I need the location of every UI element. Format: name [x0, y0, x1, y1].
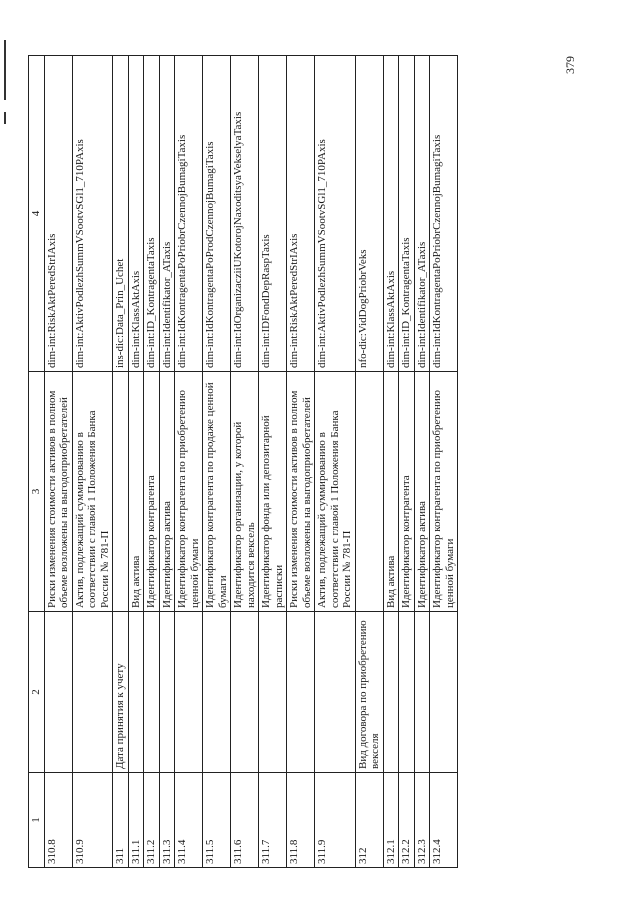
row-number-cell: 311.6 — [231, 773, 259, 868]
row-number-cell: 310.9 — [72, 773, 113, 868]
element-name-cell: Дата принятия к учету — [113, 612, 129, 773]
table-row — [144, 56, 160, 868]
code-cell: dim-int:KlassAktAxis — [383, 56, 399, 372]
description-cell: Идентификатор контрагента — [399, 372, 415, 612]
row-number-cell: 311.1 — [128, 773, 144, 868]
code-cell: dim-int:RiskAktPeredStrIAxis — [287, 56, 315, 372]
description-cell: Идентификатор актива — [414, 372, 430, 612]
description-cell: Идентификатор контрагента по продаже ценной бумаги — [203, 372, 231, 612]
description-cell: Идентификатор контрагента по приобретению ценной бумаги — [175, 372, 203, 612]
table-row — [287, 56, 315, 868]
row-number-cell: 311.7 — [259, 773, 287, 868]
table-row — [72, 56, 113, 868]
code-cell: dim-int:RiskAktPeredStrIAxis — [44, 56, 72, 372]
element-name-cell — [315, 612, 356, 773]
code-cell: dim-int:ID_KontragentaTaxis — [399, 56, 415, 372]
row-number-cell: 311 — [113, 773, 129, 868]
row-number-cell: 312.2 — [399, 773, 415, 868]
table-row — [259, 56, 287, 868]
description-cell: Риски изменения стоимости активов в полном объеме возложены на выгодоприобретателей — [44, 372, 72, 612]
table-body — [29, 56, 458, 868]
description-cell: Вид актива — [128, 372, 144, 612]
code-cell: dim-int:IdOrganizacziiUKotorojNaxoditsyaVekselyaTaxis — [231, 56, 259, 372]
table-row — [315, 56, 356, 868]
code-cell: dim-int:IDFondDepRaspTaxis — [259, 56, 287, 372]
description-cell — [355, 372, 383, 612]
row-number-cell: 310.8 — [44, 773, 72, 868]
code-cell: dim-int:IdKontragentaPoPriobrCzennojBumagiTaxis — [175, 56, 203, 372]
table-row — [159, 56, 175, 868]
table-row — [355, 56, 383, 868]
scan-mark — [4, 40, 6, 100]
element-name-cell: Вид договора по приобретению векселя — [355, 612, 383, 773]
code-cell: nfo-dic:VidDogPriobrVeks — [355, 56, 383, 372]
header-row — [29, 56, 45, 868]
element-name-cell — [259, 612, 287, 773]
table-row — [128, 56, 144, 868]
row-number-cell: 312.1 — [383, 773, 399, 868]
table-row — [383, 56, 399, 868]
table-row — [430, 56, 458, 868]
row-number-cell: 311.5 — [203, 773, 231, 868]
scan-mark — [4, 112, 6, 124]
row-number-cell: 311.3 — [159, 773, 175, 868]
table-row — [44, 56, 72, 868]
table-row — [414, 56, 430, 868]
row-number-cell: 312.3 — [414, 773, 430, 868]
description-cell — [113, 372, 129, 612]
description-cell: Вид актива — [383, 372, 399, 612]
description-cell: Риски изменения стоимости активов в полном объеме возложены на выгодоприобретателей — [287, 372, 315, 612]
header-cell-2: 2 — [29, 612, 45, 773]
description-cell: Идентификатор контрагента — [144, 372, 160, 612]
element-name-cell — [44, 612, 72, 773]
code-cell: dim-int:ID_KontragentaTaxis — [144, 56, 160, 372]
element-name-cell — [203, 612, 231, 773]
table-row — [113, 56, 129, 868]
code-cell: dim-int:AktivPodlezhSummVSootvSGl1_710PAxis — [315, 56, 356, 372]
table-row — [203, 56, 231, 868]
header-cell-3: 3 — [29, 372, 45, 612]
element-name-cell — [159, 612, 175, 773]
taxonomy-table — [28, 55, 458, 868]
row-number-cell: 311.8 — [287, 773, 315, 868]
element-name-cell — [287, 612, 315, 773]
element-name-cell — [175, 612, 203, 773]
code-cell: ins-dic:Data_Prin_Uchet — [113, 56, 129, 372]
header-cell-1: 1 — [29, 773, 45, 868]
code-cell: dim-int:IdKontragentaPoPriobrCzennojBumagiTaxis — [430, 56, 458, 372]
description-cell: Актив, подлежащий суммированию в соответствии с главой 1 Положения Банка России № 781-П — [315, 372, 356, 612]
element-name-cell — [430, 612, 458, 773]
description-cell: Идентификатор контрагента по приобретению ценной бумаги — [430, 372, 458, 612]
description-cell: Идентификатор фонда или депозитарной расписки — [259, 372, 287, 612]
row-number-cell: 311.9 — [315, 773, 356, 868]
element-name-cell — [414, 612, 430, 773]
element-name-cell — [128, 612, 144, 773]
code-cell: dim-int:KlassAktAxis — [128, 56, 144, 372]
row-number-cell: 312.4 — [430, 773, 458, 868]
element-name-cell — [144, 612, 160, 773]
row-number-cell: 312 — [355, 773, 383, 868]
row-number-cell: 311.4 — [175, 773, 203, 868]
rotated-page — [28, 56, 578, 868]
description-cell: Идентификатор актива — [159, 372, 175, 612]
code-cell: dim-int:AktivPodlezhSummVSootvSGl1_710PAxis — [72, 56, 113, 372]
element-name-cell — [383, 612, 399, 773]
description-cell: Актив, подлежащий суммированию в соответствии с главой 1 Положения Банка России № 781-П — [72, 372, 113, 612]
table-row — [399, 56, 415, 868]
page-number: 379 — [563, 56, 577, 74]
code-cell: dim-int:IdKontragentaPoProdCzennojBumagiTaxis — [203, 56, 231, 372]
row-number-cell: 311.2 — [144, 773, 160, 868]
header-cell-4: 4 — [29, 56, 45, 372]
table-row — [175, 56, 203, 868]
description-cell: Идентификатор организации, у которой находится вексель — [231, 372, 259, 612]
element-name-cell — [399, 612, 415, 773]
code-cell: dim-int:Identifikator_ATaxis — [414, 56, 430, 372]
code-cell: dim-int:Identifikator_ATaxis — [159, 56, 175, 372]
table-row — [231, 56, 259, 868]
element-name-cell — [72, 612, 113, 773]
element-name-cell — [231, 612, 259, 773]
